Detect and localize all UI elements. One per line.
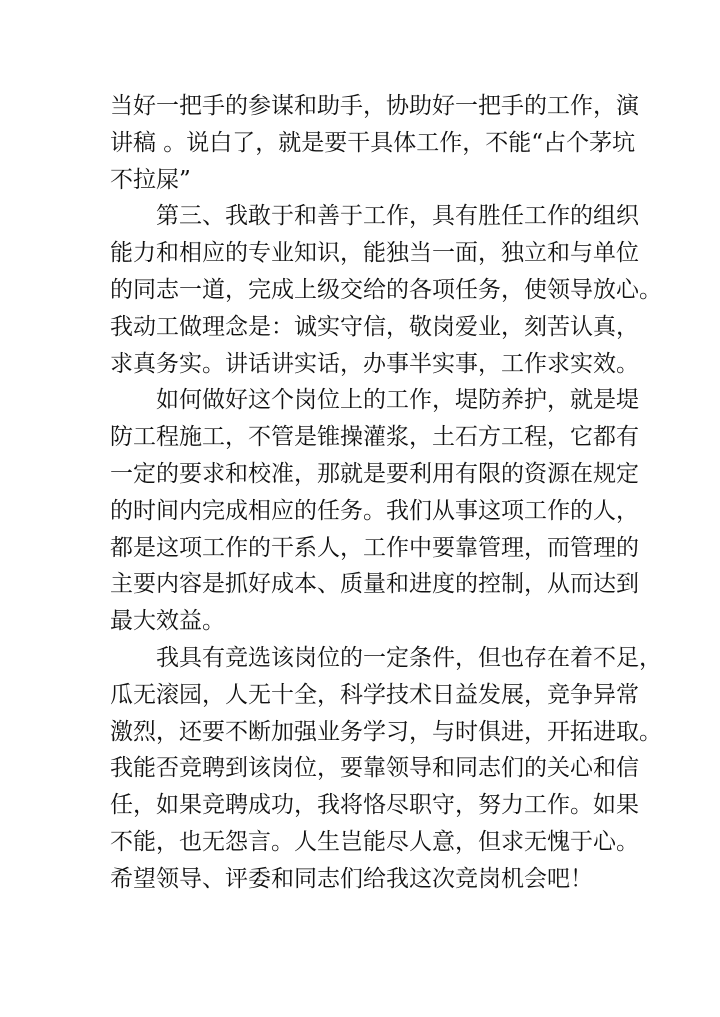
text-line: 瓜无滚园，人无十全，科学技术日益发展，竞争异常 bbox=[110, 681, 639, 708]
text-line: 的同志一道，完成上级交给的各项任务，使领导放心。 bbox=[110, 276, 662, 303]
text-line: 讲稿 。说白了，就是要干具体工作，不能“占个茅坑 bbox=[110, 129, 636, 156]
paragraph-1 bbox=[110, 88, 639, 198]
text-line: 第三、我敢于和善于工作，具有胜任工作的组织 bbox=[156, 203, 639, 230]
text-line: 不能，也无怨言。人生岂能尽人意，但求无愧于心。 bbox=[110, 828, 639, 855]
text-line: 主要内容是抓好成本、质量和进度的控制，从而达到 bbox=[110, 571, 639, 598]
paragraph-3 bbox=[110, 382, 639, 640]
text-line: 当好一把手的参谋和助手，协助好一把手的工作，演 bbox=[110, 93, 639, 119]
text-line: 任，如果竞聘成功，我将恪尽职守，努力工作。如果 bbox=[110, 792, 639, 819]
text-line: 能力和相应的专业知识，能独当一面，独立和与单位 bbox=[110, 240, 639, 267]
text-line: 激烈，还要不断加强业务学习，与时俱进，开拓进取。 bbox=[110, 718, 662, 745]
paragraph-2 bbox=[110, 198, 662, 382]
text-line: 我具有竞选该岗位的一定条件，但也存在着不足， bbox=[156, 644, 662, 671]
paragraph-4 bbox=[110, 640, 662, 898]
text-line: 防工程施工，不管是锥操灌浆，土石方工程，它都有 bbox=[110, 424, 639, 451]
text-line: 都是这项工作的干系人，工作中要靠管理，而管理的 bbox=[110, 534, 639, 561]
document-body bbox=[110, 88, 662, 898]
text-line: 希望领导、评委和同志们给我这次竞岗机会吧！ bbox=[110, 865, 593, 892]
text-line: 不拉屎” bbox=[110, 166, 191, 193]
text-line: 最大效益。 bbox=[110, 608, 225, 635]
text-line: 我动工做理念是：诚实守信，敬岗爱业，刻苦认真， bbox=[110, 313, 639, 340]
text-line: 我能否竞聘到该岗位，要靠领导和同志们的关心和信 bbox=[110, 755, 639, 782]
text-line: 如何做好这个岗位上的工作，堤防养护，就是堤 bbox=[156, 387, 639, 414]
text-line: 求真务实。讲话讲实话，办事半实事，工作求实效。 bbox=[110, 350, 639, 377]
text-line: 的时间内完成相应的任务。我们从事这项工作的人， bbox=[110, 497, 639, 524]
text-line: 一定的要求和校准，那就是要利用有限的资源在规定 bbox=[110, 460, 639, 487]
